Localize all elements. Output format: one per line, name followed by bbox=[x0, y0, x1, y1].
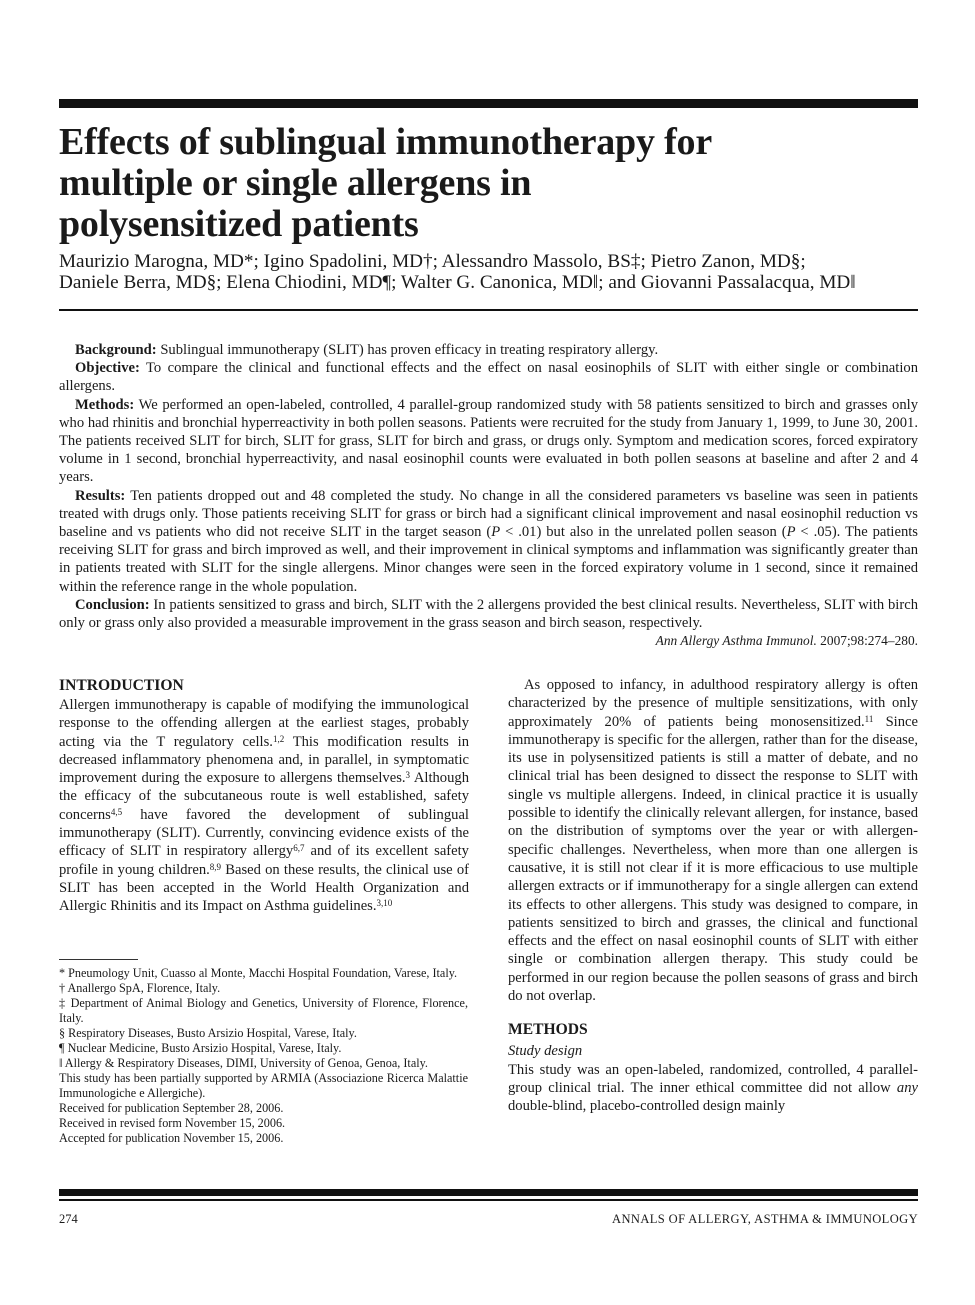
reference-link[interactable]: 3 bbox=[405, 770, 411, 781]
body-text: This study was an open-labeled, randomized, controlled, 4 parallel-group clinical trial. The inner ethical committee did not allow bbox=[508, 1061, 918, 1096]
reference-link[interactable]: 11 bbox=[864, 713, 874, 724]
author-line-1: Maurizio Marogna, MD*; Igino Spadolini, MD†; Alessandro Massolo, BS‡; Pietro Zanon, MD§; bbox=[59, 251, 806, 272]
footnote: † Anallergo SpA, Florence, Italy. bbox=[59, 981, 221, 995]
p-value-symbol: P bbox=[491, 524, 501, 541]
reference-link[interactable]: 4,5 bbox=[110, 806, 123, 817]
right-column bbox=[508, 676, 918, 1116]
abstract-results bbox=[59, 487, 918, 596]
objective-text: To compare the clinical and functional effects and the effect on nasal eosinophils of SLIT with either single or combination allergens. bbox=[59, 360, 918, 395]
results-text-2: < .01) but also in the unrelated pollen season ( bbox=[500, 524, 787, 541]
intro-text: have favored the development of sublingual immunotherapy (SLIT). Currently, convincing evidence exists of the efficacy of SLIT in respiratory allergy bbox=[59, 806, 469, 860]
introduction-paragraph bbox=[59, 696, 469, 916]
results-text-3: < .05). The patients receiving SLIT for grass and birch improved as well, and their improvement in clinical symptoms and inflammation was significantly greater than in patients treated with SLIT for the single allergens. Minor changes were seen in the forced expiratory volume in 1 second, since it remained within the reference range in the whole population. bbox=[59, 524, 918, 595]
introduction-heading: INTRODUCTION bbox=[59, 677, 184, 694]
footnote: Received for publication September 28, 2006. bbox=[59, 1101, 284, 1115]
footnote: ¶ Nuclear Medicine, Busto Arsizio Hospital, Varese, Italy. bbox=[59, 1041, 342, 1055]
footnote: This study has been partially supported by ARMIA (Associazione Ricerca Malattie Immunologiche e Allergiche). bbox=[59, 1071, 468, 1100]
page-number: 274 bbox=[59, 1212, 78, 1226]
left-column bbox=[59, 676, 469, 916]
intro-continued-paragraph bbox=[508, 676, 918, 1005]
conclusion-text: In patients sensitized to grass and birch, SLIT with the 2 allergens provided the best clinical results. Nevertheless, SLIT with birch only or grass only also provided a measurable improvement in the grass season and birch season, respectively. bbox=[59, 596, 918, 632]
title-divider bbox=[59, 309, 918, 311]
body-text: Since immunotherapy is specific for the allergen, rather than for the disease, its use in polysensitized patients is still a matter of debate, and no clinical trial has been designed to dissect the response to SLIT with single vs multiple allergens. Indeed, in clinical practice it is usually possible to identify the clinically relevant allergen, for instance, based on the distribution of symptoms over the year or with allergen-specific challenges. Nevertheless, when more than one allergen is causative, it is still not clear if it is more efficacious to use multiple allergen extracts or if immunotherapy for a single allergen can extend its effects to other allergens. This study was designed to compare, in patients sensitized to birch and grasses, the clinical and functional effects and the effect on nasal eosinophil counts of SLIT with either single or combination allergen therapy. This study could be performed in our region because the pollen seasons of grass and birch do not overlap. bbox=[508, 713, 918, 1005]
methods-text: We performed an open-labeled, controlled, 4 parallel-group randomized study with 58 patients sensitized to birch and grasses only who had rhinitis and bronchial hyperreactivity in both pollen seasons. Patients were recruited for the study from January 1, 1999, to June 30, 2001. The patients received SLIT for birch, SLIT for grass, SLIT for birch and grass, or drugs only. Symptom and medication scores, forced expiratory volume in 1 second, bronchial hyperreactivity, and nasal eosinophil counts were evaluated in both pollen seasons at baseline and after 2 and 4 years. bbox=[59, 396, 918, 486]
intro-text: This modification results in decreased inflammatory phenomena and, in parallel, in symptomatic improvement during the exposure to allergens themselves. bbox=[59, 733, 469, 787]
methods-paragraph bbox=[508, 1061, 918, 1116]
background-text: Sublingual immunotherapy (SLIT) has proven efficacy in treating respiratory allergy. bbox=[160, 342, 659, 358]
citation bbox=[59, 632, 918, 650]
intro-text: and of its excellent safety profile in young children. bbox=[59, 843, 469, 878]
body-text: double-blind, placebo-controlled design mainly bbox=[508, 1098, 786, 1115]
footnote-divider bbox=[59, 959, 138, 960]
intro-text: Although the efficacy of the subcutaneous route is well established, safety concerns bbox=[59, 770, 469, 823]
journal-name: ANNALS OF ALLERGY, ASTHMA & IMMUNOLOGY bbox=[612, 1212, 918, 1226]
reference-link[interactable]: 8,9 bbox=[209, 861, 222, 872]
abstract-objective bbox=[59, 359, 918, 395]
abstract-background bbox=[59, 341, 918, 359]
author-line-2: Daniele Berra, MD§; Elena Chiodini, MD¶; Walter G. Canonica, MD‖; and Giovanni Passalacqua, MD‖ bbox=[59, 272, 856, 293]
footnote: ‖ Allergy & Respiratory Diseases, DIMI, University of Genoa, Genoa, Italy. bbox=[59, 1056, 428, 1070]
footnotes bbox=[59, 966, 468, 1146]
conclusion-label: Conclusion: bbox=[75, 596, 150, 613]
reference-link[interactable]: 3,10 bbox=[376, 898, 393, 909]
intro-text: Allergen immunotherapy is capable of modifying the immunological response to the offending allergen at the earliest stages, probably acting via the T regulatory cells. bbox=[59, 697, 469, 750]
methods-label: Methods: bbox=[75, 396, 135, 413]
article-title: Effects of sublingual immunotherapy for multiple or single allergens in polysensitized patients bbox=[59, 121, 712, 245]
abstract bbox=[59, 341, 918, 650]
footnote: ‡ Department of Animal Biology and Genetics, University of Florence, Florence, Italy. bbox=[59, 996, 468, 1025]
citation-journal: Ann Allergy Asthma Immunol. bbox=[655, 633, 817, 649]
emphasis: any bbox=[896, 1079, 918, 1096]
intro-text: Based on these results, the clinical use of SLIT has been accepted in the World Health Organization and Allergic Rhinitis and its Impact on Asthma guidelines. bbox=[59, 861, 469, 915]
footnote: * Pneumology Unit, Cuasso al Monte, Macchi Hospital Foundation, Varese, Italy. bbox=[59, 966, 458, 980]
body-text: As opposed to infancy, in adulthood respiratory allergy is often characterized by the presence of multiple sensitizations, with only approximately 20% of patients being monosensitized. bbox=[508, 677, 918, 730]
background-label: Background: bbox=[75, 342, 157, 358]
footer-rule-thick bbox=[59, 1189, 918, 1196]
author-list bbox=[59, 251, 921, 293]
citation-ref: 2007;98:274–280. bbox=[820, 633, 918, 649]
footnote: Accepted for publication November 15, 2006. bbox=[59, 1131, 284, 1145]
results-text-1: Ten patients dropped out and 48 completed the study. No change in all the considered parameters vs baseline was seen in patients treated with drugs only. Those patients receiving SLIT for grass or birch had a significant clinical improvement and nasal eosinophil reduction vs baseline and vs patients who did not receive SLIT in the target season ( bbox=[59, 487, 919, 541]
reference-link[interactable]: 1,2 bbox=[272, 733, 285, 744]
results-label: Results: bbox=[75, 487, 126, 504]
top-rule bbox=[59, 99, 918, 108]
study-design-heading: Study design bbox=[508, 1043, 583, 1060]
abstract-methods bbox=[59, 396, 918, 487]
abstract-conclusion bbox=[59, 596, 918, 632]
footnote: Received in revised form November 15, 2006. bbox=[59, 1116, 286, 1130]
footer-rule-thin bbox=[59, 1199, 918, 1201]
footnote: § Respiratory Diseases, Busto Arsizio Hospital, Varese, Italy. bbox=[59, 1026, 357, 1040]
p-value-symbol: P bbox=[786, 524, 796, 541]
reference-link[interactable]: 6,7 bbox=[293, 843, 305, 854]
methods-heading: METHODS bbox=[508, 1021, 588, 1039]
objective-label: Objective: bbox=[75, 360, 140, 377]
